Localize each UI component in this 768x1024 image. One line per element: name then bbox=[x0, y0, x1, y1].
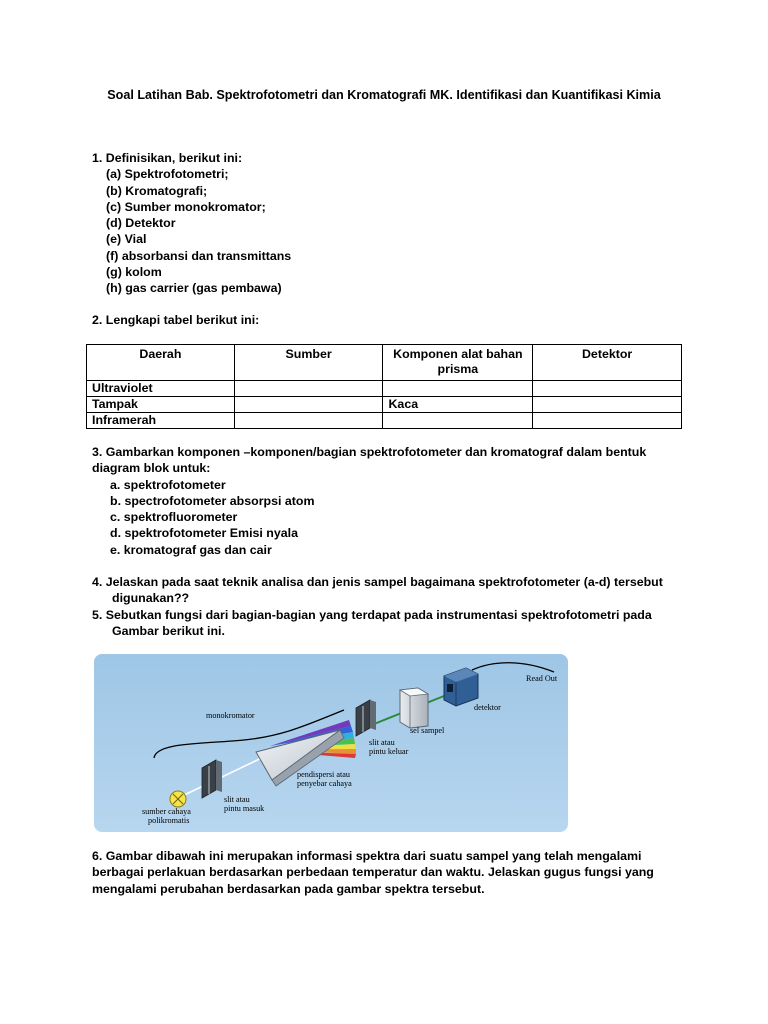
label-sumber-2: polikromatis bbox=[148, 816, 190, 825]
table-cell bbox=[383, 381, 533, 397]
label-detektor: detektor bbox=[474, 703, 501, 712]
question-3-line-1: 3. Gambarkan komponen –komponen/bagian spektrofotometer dan kromatograf dalam bentuk bbox=[92, 445, 647, 459]
table-row bbox=[87, 397, 682, 413]
table-row bbox=[87, 381, 682, 397]
question-2-heading: 2. Lengkapi tabel berikut ini: bbox=[92, 313, 260, 327]
question-3-items bbox=[110, 477, 646, 558]
table-header-row bbox=[87, 345, 682, 381]
table-cell bbox=[533, 381, 682, 397]
list-item: (c) Sumber monokromator; bbox=[106, 199, 266, 214]
list-item: (b) Kromatografi; bbox=[106, 183, 208, 198]
list-item: d. spektrofotometer Emisi nyala bbox=[110, 526, 298, 541]
list-item: e. kromatograf gas dan cair bbox=[110, 542, 272, 557]
label-sumber-1: sumber cahaya bbox=[142, 807, 191, 816]
question-3 bbox=[92, 444, 646, 558]
table-header-cell: Komponen alat bahan prisma bbox=[383, 345, 533, 381]
list-item: b. spectrofotometer absorpsi atom bbox=[110, 493, 315, 508]
table-cell: Ultraviolet bbox=[87, 381, 235, 397]
question-1-heading: 1. Definisikan, berikut ini: bbox=[92, 151, 243, 165]
list-item: (f) absorbansi dan transmittans bbox=[106, 248, 292, 263]
question-5-line-2: Gambar berikut ini. bbox=[112, 623, 225, 638]
label-monokromator: monokromator bbox=[206, 711, 255, 720]
label-slit-keluar-1: slit atau bbox=[369, 738, 395, 747]
table-header-cell: Detektor bbox=[533, 345, 682, 381]
detector-icon bbox=[444, 668, 478, 706]
question-1 bbox=[92, 150, 291, 297]
question-6 bbox=[92, 848, 654, 897]
table-header-cell: Daerah bbox=[87, 345, 235, 381]
table-row bbox=[87, 413, 682, 429]
question-5-line-1: 5. Sebutkan fungsi dari bagian-bagian yang terdapat pada instrumentasi spektrofotometri pada bbox=[92, 607, 652, 622]
table-cell bbox=[234, 413, 383, 429]
table-cell: Tampak bbox=[87, 397, 235, 413]
label-read-out: Read Out bbox=[526, 674, 558, 683]
table-cell bbox=[533, 413, 682, 429]
question-6-line-2: berbagai perlakuan berdasarkan perbedaan temperatur dan waktu. Jelaskan gugus fungsi yang bbox=[92, 865, 654, 880]
table-cell: Inframerah bbox=[87, 413, 235, 429]
table-cell bbox=[533, 397, 682, 413]
list-item: (h) gas carrier (gas pembawa) bbox=[106, 281, 282, 296]
questions-4-5 bbox=[92, 574, 663, 639]
label-slit-masuk-2: pintu masuk bbox=[224, 804, 265, 813]
sample-cell-icon bbox=[400, 688, 428, 728]
table-cell bbox=[383, 413, 533, 429]
list-item: (g) kolom bbox=[106, 265, 162, 280]
list-item: a. spektrofotometer bbox=[110, 477, 226, 492]
label-sel-sampel: sel sampel bbox=[410, 726, 445, 735]
label-slit-keluar-2: pintu keluar bbox=[369, 747, 409, 756]
spectrophotometer-diagram bbox=[94, 654, 568, 832]
list-item: (d) Detektor bbox=[106, 216, 176, 231]
list-item: (a) Spektrofotometri; bbox=[106, 167, 229, 182]
table-cell bbox=[234, 381, 383, 397]
table-cell: Kaca bbox=[383, 397, 533, 413]
list-item: (e) Vial bbox=[106, 232, 147, 247]
table-cell bbox=[234, 397, 383, 413]
question-6-line-1: 6. Gambar dibawah ini merupakan informasi spektra dari suatu sampel yang telah mengalami bbox=[92, 849, 642, 863]
question-3-line-2: diagram blok untuk: bbox=[92, 461, 211, 476]
list-item: c. spektrofluorometer bbox=[110, 510, 238, 525]
label-pendispersi-1: pendispersi atau bbox=[297, 770, 350, 779]
question-4-line-2: digunakan?? bbox=[112, 591, 190, 606]
question-4-line-1: 4. Jelaskan pada saat teknik analisa dan jenis sampel bagaimana spektrofotometer (a-d) tersebut bbox=[92, 575, 663, 589]
page-title: Soal Latihan Bab. Spektrofotometri dan Kromatografi MK. Identifikasi dan Kuantifikasi Kimia bbox=[107, 88, 661, 102]
question-6-line-3: mengalami perubahan berdasarkan pada gambar spektra tersebut. bbox=[92, 881, 485, 896]
light-source-icon bbox=[170, 791, 186, 807]
label-pendispersi-2: penyebar cahaya bbox=[297, 779, 352, 788]
question-1-items bbox=[106, 166, 291, 296]
table-header-cell: Sumber bbox=[234, 345, 383, 381]
question-2-table bbox=[86, 344, 682, 429]
label-slit-masuk-1: slit atau bbox=[224, 795, 250, 804]
